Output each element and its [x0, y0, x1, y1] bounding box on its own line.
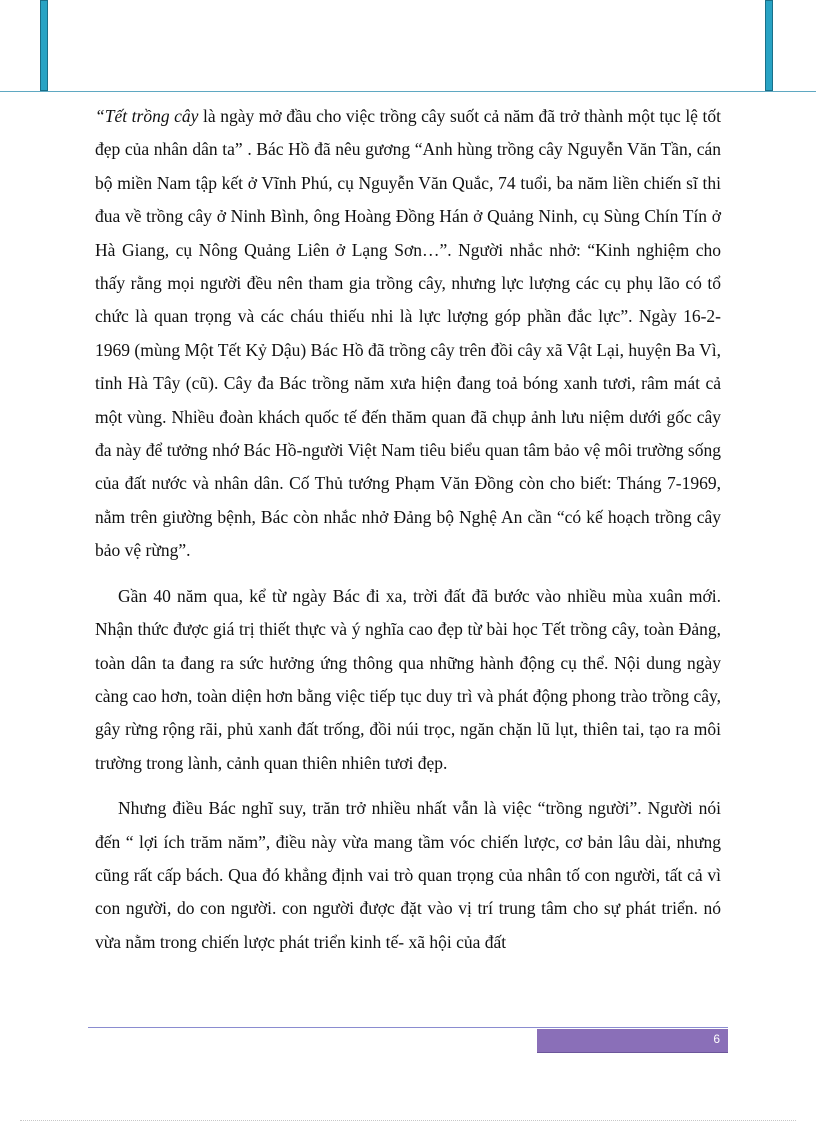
paragraph-1-text: là ngày mở đầu cho việc trồng cây suốt cả năm đã trở thành một tục lệ tốt đẹp của nhân dân ta” . Bác Hồ đã nêu gương “Anh hùng trồng cây Nguyễn Văn Tần, cán bộ miền Nam tập kết ở Vĩnh Phú, cụ Nguyễn Văn Quắc, 74 tuổi, ba năm liền chiến sĩ thi đua về trồng cây ở Ninh Bình, ông Hoàng Đồng Hán ở Quảng Ninh, cụ Sùng Chín Tín ở Hà Giang, cụ Nông Quảng Liên ở Lạng Sơn…”. Người nhắc nhở: “Kinh nghiệm cho thấy rằng mọi người đều nên tham gia trồng cây, nhưng lực lượng các cụ phụ lão có tổ chức là quan trọng và các cháu thiếu nhi là lực lượng góp phần đắc lực”. Ngày 16-2-1969 (mùng Một Tết Kỷ Dậu) Bác Hồ đã trồng cây trên đồi cây xã Vật Lại, huyện Ba Vì, tỉnh Hà Tây (cũ). Cây đa Bác trồng năm xưa hiện đang toả bóng xanh tươi, râm mát cả một vùng. Nhiều đoàn khách quốc tế đến thăm quan đã chụp ảnh lưu niệm dưới gốc cây đa này để tưởng nhớ Bác Hồ-người Việt Nam tiêu biểu quan tâm bảo vệ môi trường sống của đất nước và nhân dân. Cố Thủ tướng Phạm Văn Đồng còn cho biết: Tháng 7-1969, nằm trên giường bệnh, Bác còn nhắc nhở Đảng bộ Nghệ An cần “có kế hoạch trồng cây bảo vệ rừng”. — [95, 106, 721, 561]
document-body — [95, 100, 721, 959]
paragraph-2: Gần 40 năm qua, kể từ ngày Bác đi xa, trời đất đã bước vào nhiều mùa xuân mới. Nhận thức được giá trị thiết thực và ý nghĩa cao đẹp từ bài học Tết trồng cây, toàn Đảng, toàn dân ta đang ra sức hưởng ứng thông qua những hành động cụ thể. Nội dung ngày càng cao hơn, toàn diện hơn bằng việc tiếp tục duy trì và phát động phong trào trồng cây, gây rừng rộng rãi, phủ xanh đất trống, đồi núi trọc, ngăn chặn lũ lụt, thiên tai, tạo ra môi trường trong lành, cảnh quan thiên nhiên tươi đẹp. — [95, 585, 721, 773]
footer-rule — [88, 1027, 728, 1028]
paragraph-1 — [95, 100, 721, 568]
paragraph-1-italic-lead: “Tết trồng cây — [95, 106, 199, 126]
header-left-bar — [40, 0, 48, 91]
page-number-box — [537, 1029, 728, 1053]
page-bottom-dotted-edge — [20, 1120, 796, 1121]
paragraph-3: Nhưng điều Bác nghĩ suy, trăn trở nhiều nhất vẫn là việc “trồng người”. Người nói đến “ lợi ích trăm năm”, điều này vừa mang tầm vóc chiến lược, cơ bản lâu dài, nhưng cũng rất cấp bách. Qua đó khẳng định vai trò quan trọng của nhân tố con người, tất cả vì con người, do con người. con người được đặt vào vị trí trung tâm cho sự phát triển. nó vừa nằm trong chiến lược phát triển kinh tế- xã hội của đất — [95, 798, 721, 952]
page-number: 6 — [713, 1032, 720, 1046]
header-rule — [0, 91, 816, 92]
header-right-bar — [765, 0, 773, 91]
